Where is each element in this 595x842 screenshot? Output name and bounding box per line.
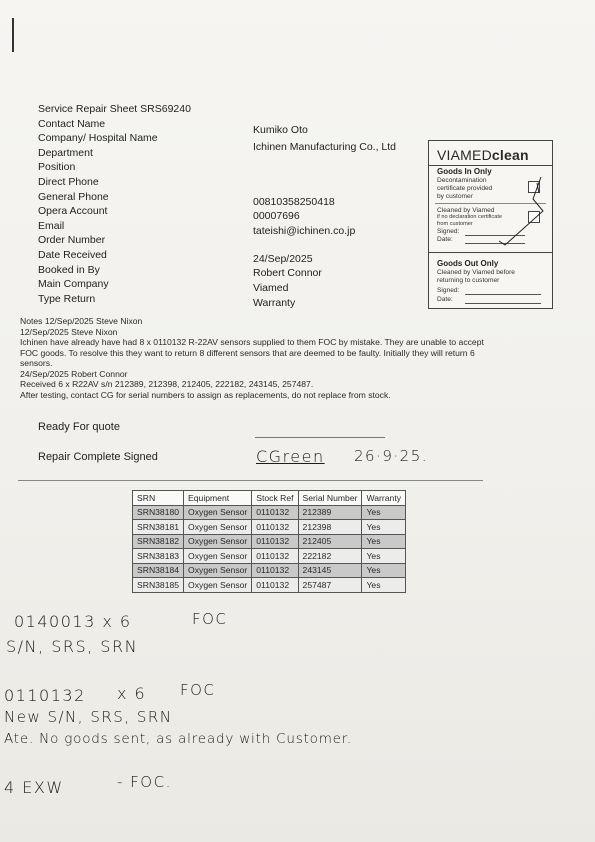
sheet-title: Service Repair Sheet SRS69240 <box>38 103 191 115</box>
handwritten-note-4: New S/N, SRS, SRN <box>4 708 173 726</box>
handwritten-note-5: Ate. No goods sent, as already with Customer. <box>4 731 352 747</box>
section-divider <box>18 480 483 481</box>
notes-line: Received 6 x R22AV s/n 212389, 212398, 212405, 222182, 243145, 257487. <box>20 379 314 389</box>
handwritten-note-3-qty: x 6 <box>117 684 147 703</box>
value-main-company: Viamed <box>253 282 289 294</box>
goods-out-title: Goods Out Only <box>437 259 499 268</box>
label-order-number: Order Number <box>38 234 106 247</box>
value-opera-account: 00007696 <box>253 210 300 222</box>
pen-tick-mark <box>491 171 547 249</box>
ready-for-quote-label: Ready For quote <box>38 421 120 433</box>
handwritten-note-3-foc: FOC <box>180 681 216 699</box>
header-equipment: Equipment <box>184 491 252 506</box>
table-row: SRN38183 Oxygen Sensor 0110132 222182 Yes <box>133 549 406 564</box>
value-booked-in-by: Robert Connor <box>253 267 322 279</box>
handwritten-note-6: 4 EXW <box>4 778 64 797</box>
handwritten-note-1: 0140013 x 6 <box>14 612 132 631</box>
label-company: Company/ Hospital Name <box>38 132 158 145</box>
label-department: Department <box>38 146 93 159</box>
table-row: SRN38181 Oxygen Sensor 0110132 212398 Yes <box>133 520 406 535</box>
value-type-return: Warranty <box>253 297 296 309</box>
viamed-clean-box: VIAMEDclean Goods In Only Decontamination certificate provided by customer Cleaned by Viamed if no declaration certificate from customer Signed: Date: Goods Out Only Cleaned by Viamed before returning to customer Signed: Date: <box>428 140 553 309</box>
handwritten-note-1-foc: FOC <box>192 610 228 628</box>
label-main-company: Main Company <box>38 278 109 291</box>
handwritten-note-6-foc: - FOC. <box>117 773 172 791</box>
header-warranty: Warranty <box>362 491 406 506</box>
viamed-clean-logo: VIAMEDclean <box>437 147 529 163</box>
notes-line: 24/Sep/2025 Robert Connor <box>20 368 128 379</box>
value-general-phone: 00810358250418 <box>253 196 335 208</box>
notes-line: After testing, contact CG for serial numbers to assign as replacements, do not replace from stock. <box>20 389 391 400</box>
ready-signature-line <box>255 437 385 438</box>
table-row: SRN38185 Oxygen Sensor 0110132 257487 Yes <box>133 578 406 593</box>
label-email: Email <box>38 219 65 232</box>
repair-complete-signature: CGreen <box>256 447 325 466</box>
table-header-row <box>133 491 406 506</box>
handwritten-note-3: 0110132 <box>4 686 86 705</box>
pen-mark <box>12 18 14 52</box>
value-company: Ichinen Manufacturing Co., Ltd <box>253 141 397 153</box>
label-type-return: Type Return <box>38 292 96 305</box>
table-row: SRN38184 Oxygen Sensor 0110132 243145 Yes <box>133 563 406 578</box>
notes-line: 12/Sep/2025 Steve Nixon <box>20 326 118 337</box>
value-date-received: 24/Sep/2025 <box>253 253 313 265</box>
notes-line: Notes 12/Sep/2025 Steve Nixon <box>20 316 143 326</box>
table-row: SRN38180 Oxygen Sensor 0110132 212389 Yes <box>133 505 406 520</box>
label-direct-phone: Direct Phone <box>38 175 99 188</box>
label-booked-in-by: Booked in By <box>38 263 100 276</box>
label-contact-name: Contact Name <box>38 117 106 130</box>
label-position: Position <box>38 161 76 174</box>
label-date-received: Date Received <box>38 248 107 261</box>
value-contact-name: Kumiko Oto <box>253 124 308 136</box>
handwritten-note-2: S/N, SRS, SRN <box>6 637 139 656</box>
goods-in-title: Goods In Only <box>437 167 492 176</box>
table-row: SRN38182 Oxygen Sensor 0110132 212405 Yes <box>133 534 406 549</box>
notes-section <box>20 316 548 400</box>
repair-complete-label: Repair Complete Signed <box>38 451 158 463</box>
value-email: tateishi@ichinen.co.jp <box>253 225 356 237</box>
field-labels <box>38 102 191 306</box>
notes-line: FOC goods. To resolve this they want to return 8 different sensors that are deemed to be faulty. Initially they will return 6 <box>20 347 475 358</box>
repair-complete-date: 26·9·25. <box>354 447 429 465</box>
header-stock-ref: Stock Ref <box>252 491 298 506</box>
equipment-table <box>132 490 406 593</box>
notes-line: Ichinen have already have had 8 x 0110132 R-22AV sensors supplied to them FOC by mistake. They are unable to accept <box>20 337 484 347</box>
notes-line: sensors. <box>20 358 53 368</box>
label-general-phone: General Phone <box>38 190 109 203</box>
header-serial-number: Serial Number <box>298 491 362 506</box>
header-srn: SRN <box>133 491 184 506</box>
label-opera-account: Opera Account <box>38 205 108 218</box>
